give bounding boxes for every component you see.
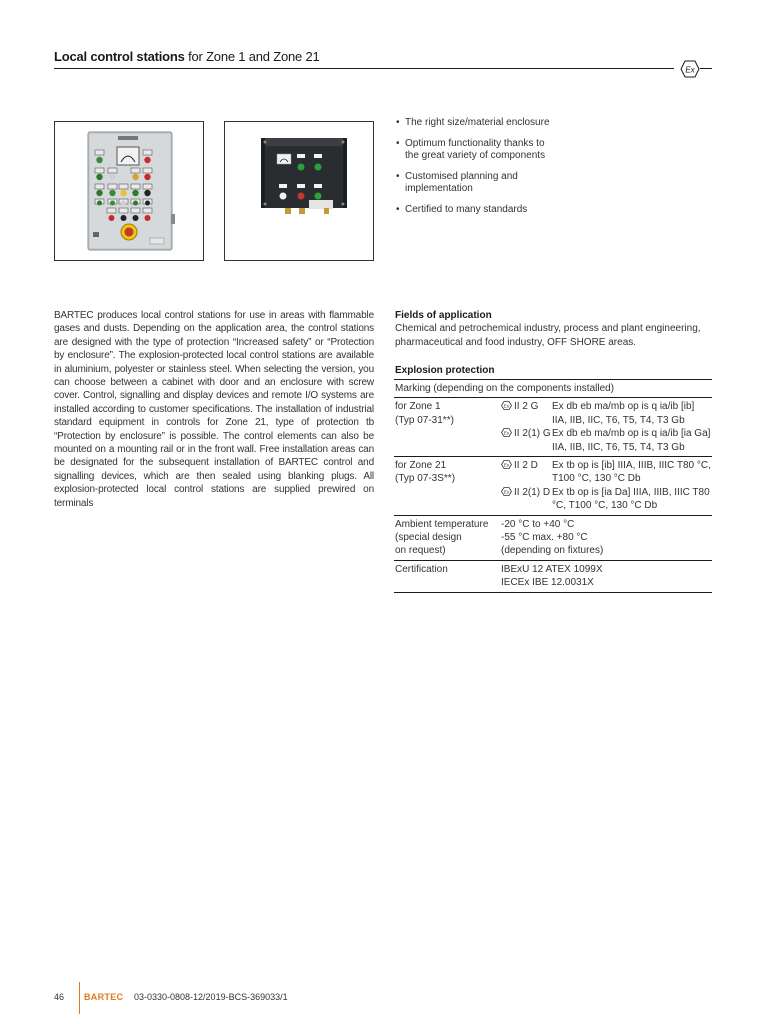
- fields-heading: Fields of application: [395, 310, 492, 321]
- zone21-row: [394, 457, 712, 516]
- stainless-cabinet-image: [55, 122, 203, 260]
- zone1-marking-2-code: II 2(1) G: [514, 428, 551, 440]
- ambient-value-3: (depending on fixtures): [501, 545, 604, 557]
- explosion-protection-heading: Explosion protection: [395, 365, 495, 376]
- svg-text:Ex: Ex: [685, 65, 695, 75]
- brand-logo-text: BARTEC: [84, 992, 124, 1002]
- ambient-temperature-row: [394, 516, 712, 561]
- feature-list: [396, 117, 696, 225]
- product-photo-enclosure: [224, 121, 374, 261]
- zone1-row: [394, 398, 712, 457]
- explosion-protection-table: [394, 379, 712, 593]
- ex-hexagon-icon: [501, 428, 512, 437]
- header-rule-tail: [700, 68, 712, 69]
- feature-item: • The right size/material enclosure: [396, 117, 696, 129]
- document-code: 03-0330-0808-12/2019-BCS-369033/1: [134, 992, 288, 1002]
- svg-text:Ex: Ex: [503, 489, 510, 495]
- ex-hexagon-icon: [501, 460, 512, 469]
- marking-note: Marking (depending on the components installed): [395, 383, 615, 394]
- page-title: [54, 49, 712, 65]
- header-rule: [54, 68, 674, 69]
- ex-hexagon-icon: [501, 401, 512, 410]
- zone1-marking-1-text: Ex db eb ma/mb op is q ia/ib [ib] IIA, IIB, IIC, T6, T5, T4, T3 Gb: [552, 401, 695, 426]
- svg-text:Ex: Ex: [503, 462, 510, 468]
- footer-divider: [79, 982, 80, 1014]
- zone21-type: (Typ 07-3S**): [395, 473, 456, 485]
- fields-of-application: [395, 309, 715, 349]
- page-header: [54, 49, 712, 75]
- zone1-marking-2-text: Ex db eb ma/mb op is q ia/ib [ia Ga] IIA, IIB, IIC, T6, T5, T4, T3 Gb: [552, 428, 711, 453]
- zone21-marking-2-code: II 2(1) D: [514, 486, 551, 498]
- ambient-label-1: Ambient temperature: [395, 518, 489, 530]
- ambient-value-2: -55 °C max. +80 °C: [501, 532, 588, 544]
- ambient-label-2: (special design: [395, 532, 462, 544]
- feature-item: • Optimum functionality thanks to the great variety of components: [396, 138, 556, 162]
- certification-label: Certification: [395, 563, 448, 575]
- zone21-marking-2-text: Ex tb op is [ia Da] IIIA, IIIB, IIIC T80 °C, T100 °C, 130 °C Db: [552, 486, 710, 512]
- zone21-label: for Zone 21: [395, 460, 447, 472]
- zone1-type: (Typ 07-31**): [395, 414, 454, 426]
- svg-text:Ex: Ex: [503, 430, 510, 436]
- svg-text:Ex: Ex: [503, 403, 510, 409]
- title-rest: for Zone 1 and Zone 21: [184, 49, 320, 64]
- zone1-label: for Zone 1: [395, 401, 441, 413]
- title-bold: Local control stations: [54, 49, 185, 64]
- zone21-marking-1-text: Ex tb op is [ib] IIIA, IIIB, IIIC T80 °C, T100 °C, 130 °C Db: [552, 460, 711, 485]
- marking-note-row: [394, 380, 712, 398]
- intro-paragraph: BARTEC produces local control stations for use in areas with flammable gases and dusts. Depending on the application area, the control stations are designed with the type of protection “Increased safety” or “Protection by enclosure”. The explosion-protected local control stations are available in aluminium, polyester or stainless steel. When selecting the version, you can choose between a cabinet with door and an enclosure with screw cover. Control, signalling and display devices and remote I/O systems are installed according to customer specifications. The installation of industrial standard equipment in controls for Zone 21, type of protection tb “Protection by enclosure” is possible. The control elements can also be mounted on a mounting rail or in the front wall. Free installation areas can be designated for the subsequent installation of BARTEC control and signalling devices, which are then sealed using blanking plugs. All explosion-protected local control stations are supplied prewired on terminals: [54, 310, 374, 509]
- certification-value-1: IBExU 12 ATEX 1099X: [501, 563, 603, 575]
- page-number: 46: [54, 992, 65, 1002]
- black-enclosure-image: [225, 122, 373, 260]
- product-photo-cabinet: [54, 121, 204, 261]
- certification-row: [394, 561, 712, 593]
- ex-hexagon-icon: [501, 487, 512, 496]
- ambient-value-1: -20 °C to +40 °C: [501, 518, 575, 530]
- zone1-marking-1-code: II 2 G: [514, 401, 539, 413]
- zone21-marking-1-code: II 2 D: [514, 460, 538, 472]
- fields-text: Chemical and petrochemical industry, process and plant engineering, pharmaceutical and food industry, OFF SHORE areas.: [395, 323, 701, 348]
- feature-item: • Customised planning and implementation: [396, 171, 546, 195]
- ex-hexagon-icon: [680, 60, 700, 78]
- ambient-label-3: on request): [395, 545, 446, 557]
- certification-value-2: IECEx IBE 12.0031X: [501, 577, 594, 589]
- feature-item: • Certified to many standards: [396, 204, 696, 216]
